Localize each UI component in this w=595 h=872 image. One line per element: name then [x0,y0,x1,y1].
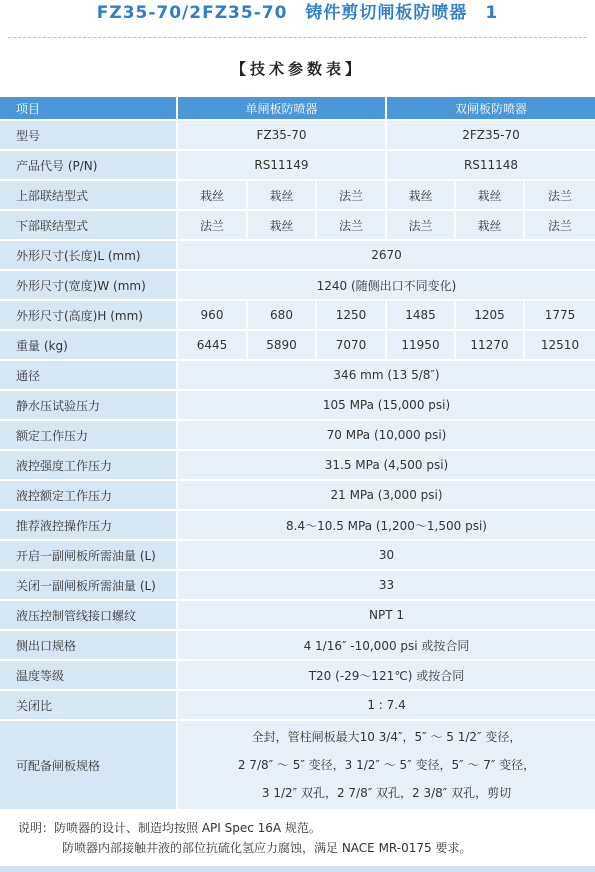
row-value: 70 MPa (10,000 psi) [178,421,595,451]
row-label: 通径 [0,361,178,391]
row-label: 温度等级 [0,661,178,691]
row-value: 31.5 MPa (4,500 psi) [178,451,595,481]
row-value: NPT 1 [178,601,595,631]
row-value: 1775 [525,301,595,331]
table-row-ram-spec [0,721,595,811]
row-value: 1250 [317,301,387,331]
row-label: 开启一副闸板所需油量 (L) [0,541,178,571]
row-label: 产品代号 (P/N) [0,151,178,181]
table-row [0,571,595,601]
row-label: 外形尺寸(长度)L (mm) [0,241,178,271]
table-row [0,391,595,421]
row-value: 栽丝 [387,181,456,211]
row-value: 1485 [387,301,456,331]
row-value: 7070 [317,331,387,361]
row-value: 法兰 [317,211,387,241]
ram-spec-value [178,721,595,811]
row-label: 可配备闸板规格 [0,721,178,811]
row-value: 1205 [456,301,525,331]
row-value: 栽丝 [456,181,525,211]
row-value: 30 [178,541,595,571]
footer-bar [0,866,595,872]
row-label: 外形尺寸(宽度)W (mm) [0,271,178,301]
row-value: 2670 [178,241,595,271]
row-value: 2FZ35-70 [387,121,595,151]
table-subtitle: 【技术参数表】 [230,60,364,78]
header-item: 项目 [0,97,178,121]
table-row [0,601,595,631]
row-value: 11950 [387,331,456,361]
row-value: 法兰 [525,181,595,211]
row-label: 液控强度工作压力 [0,451,178,481]
row-value: 12510 [525,331,595,361]
row-value: 21 MPa (3,000 psi) [178,481,595,511]
row-value: T20 (-29～121℃) 或按合同 [178,661,595,691]
row-value: 法兰 [387,211,456,241]
row-value: 法兰 [317,181,387,211]
row-value: 栽丝 [178,181,248,211]
row-label: 关闭一副闸板所需油量 (L) [0,571,178,601]
table-header-row [0,97,595,121]
table-row [0,691,595,721]
notes [18,818,471,858]
table-row [0,271,595,301]
header-double-ram: 双闸板防喷器 [387,97,595,121]
row-value: 960 [178,301,248,331]
row-label: 静水压试验压力 [0,391,178,421]
row-value: 栽丝 [248,211,317,241]
table-row [0,661,595,691]
row-value: 1 : 7.4 [178,691,595,721]
title-divider [8,37,587,38]
row-label: 重量 (kg) [0,331,178,361]
row-value: 680 [248,301,317,331]
row-label: 推荐液控操作压力 [0,511,178,541]
row-value: 105 MPa (15,000 psi) [178,391,595,421]
table-row [0,181,595,211]
row-value: RS11148 [387,151,595,181]
table-row [0,121,595,151]
row-value: 栽丝 [456,211,525,241]
row-label: 型号 [0,121,178,151]
row-label: 下部联结型式 [0,211,178,241]
row-value: 法兰 [178,211,248,241]
row-label: 侧出口规格 [0,631,178,661]
page-title: FZ35-70/2FZ35-70 铸件剪切闸板防喷器 1 [96,3,499,23]
table-row [0,241,595,271]
table-row [0,631,595,661]
row-value: 5890 [248,331,317,361]
ram-spec-line: 2 7/8″ ～ 5″ 变径，3 1/2″ ～ 5″ 变径，5″ ～ 7″ 变径， [237,758,536,772]
table-row [0,211,595,241]
row-label: 外形尺寸(高度)H (mm) [0,301,178,331]
row-value: 栽丝 [248,181,317,211]
row-value: FZ35-70 [178,121,387,151]
ram-spec-line: 3 1/2″ 双孔，2 7/8″ 双孔，2 3/8″ 双孔，剪切 [261,786,512,800]
table-row [0,151,595,181]
row-value: 11270 [456,331,525,361]
note-line: 说明：防喷器的设计、制造均按照 API Spec 16A 规范。 [18,821,321,835]
row-value: 8.4～10.5 MPa (1,200～1,500 psi) [178,511,595,541]
row-value: 法兰 [525,211,595,241]
table-row [0,301,595,331]
note-line: 防喷器内部接触井液的部位抗硫化氢应力腐蚀，满足 NACE MR-0175 要求。 [62,841,472,855]
ram-spec-line: 全封，管柱闸板最大10 3/4″，5″ ～ 5 1/2″ 变径， [251,730,522,744]
table-row [0,481,595,511]
row-label: 液控额定工作压力 [0,481,178,511]
header-single-ram: 单闸板防喷器 [178,97,387,121]
row-label: 额定工作压力 [0,421,178,451]
row-value: 346 mm (13 5/8″) [178,361,595,391]
row-label: 关闭比 [0,691,178,721]
table-row [0,331,595,361]
row-value: 4 1/16″ -10,000 psi 或按合同 [178,631,595,661]
table-row [0,421,595,451]
row-value: 33 [178,571,595,601]
table-row [0,541,595,571]
row-value: RS11149 [178,151,387,181]
table-row [0,451,595,481]
row-label: 上部联结型式 [0,181,178,211]
table-row [0,511,595,541]
table-row [0,361,595,391]
row-value: 1240 (随侧出口不同变化) [178,271,595,301]
spec-table [0,97,595,811]
row-value: 6445 [178,331,248,361]
row-label: 液压控制管线接口螺纹 [0,601,178,631]
